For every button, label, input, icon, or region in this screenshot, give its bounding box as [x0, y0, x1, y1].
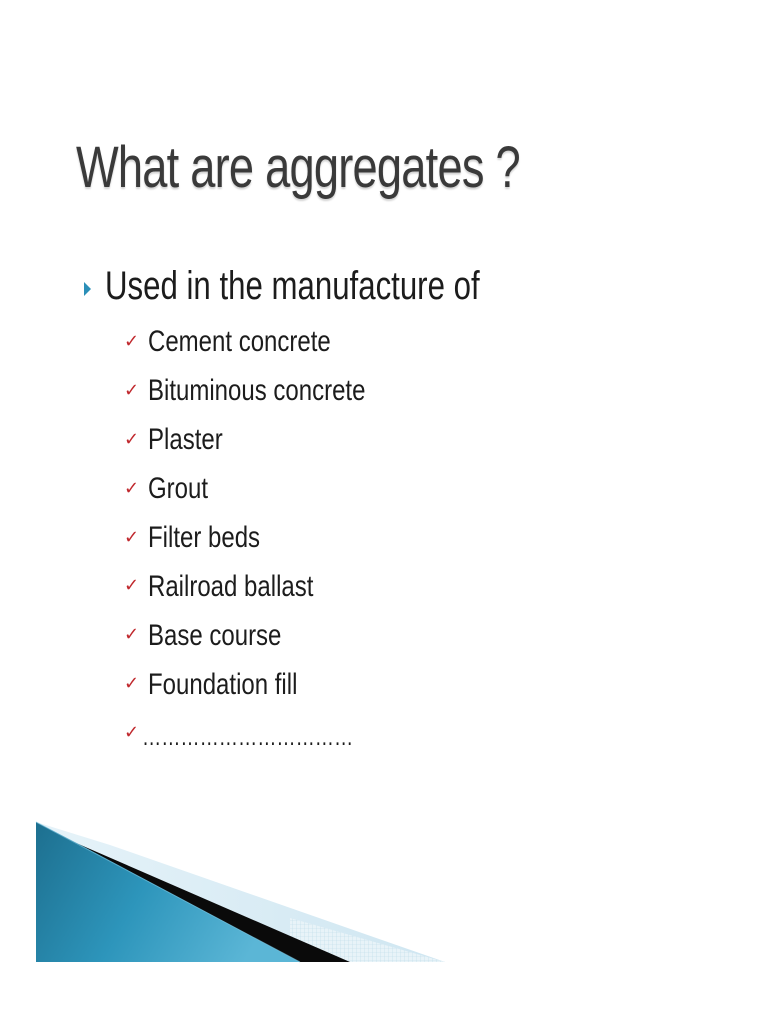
list-item-text: Railroad ballast [148, 569, 314, 603]
checkmark-icon: ✓ [124, 428, 140, 450]
list-item-text: Grout [148, 472, 209, 506]
sub-bullet-list [124, 318, 420, 758]
checkmark-icon: ✓ [124, 624, 140, 646]
main-bullet [84, 258, 585, 314]
list-item-ellipsis: …………………………… [142, 723, 354, 751]
list-item [124, 562, 420, 611]
main-bullet-text: Used in the manufacture of [105, 264, 480, 308]
list-item-text: Base course [148, 618, 282, 652]
checkmark-icon: ✓ [124, 722, 140, 744]
checkmark-icon: ✓ [124, 575, 140, 597]
list-item [124, 367, 420, 416]
checkmark-icon: ✓ [124, 673, 140, 695]
list-item [124, 709, 420, 758]
list-item [124, 318, 420, 367]
list-item-text: Filter beds [148, 521, 261, 554]
checkmark-icon: ✓ [124, 379, 140, 401]
checkmark-icon: ✓ [124, 477, 140, 499]
decorative-corner-graphic [0, 800, 768, 1000]
checkmark-icon: ✓ [124, 526, 140, 548]
list-item [124, 416, 420, 465]
list-item [124, 514, 420, 563]
triangle-arrow-icon [84, 282, 91, 296]
list-item-text: Cement concrete [148, 325, 331, 359]
list-item [124, 465, 420, 514]
list-item-text: Bituminous concrete [148, 374, 366, 408]
checkmark-icon: ✓ [124, 330, 140, 352]
list-item-text: Foundation fill [148, 667, 298, 701]
list-item [124, 660, 420, 709]
list-item-text: Plaster [148, 423, 223, 457]
list-item [124, 611, 420, 660]
slide-title: What are aggregates ? [76, 135, 520, 200]
